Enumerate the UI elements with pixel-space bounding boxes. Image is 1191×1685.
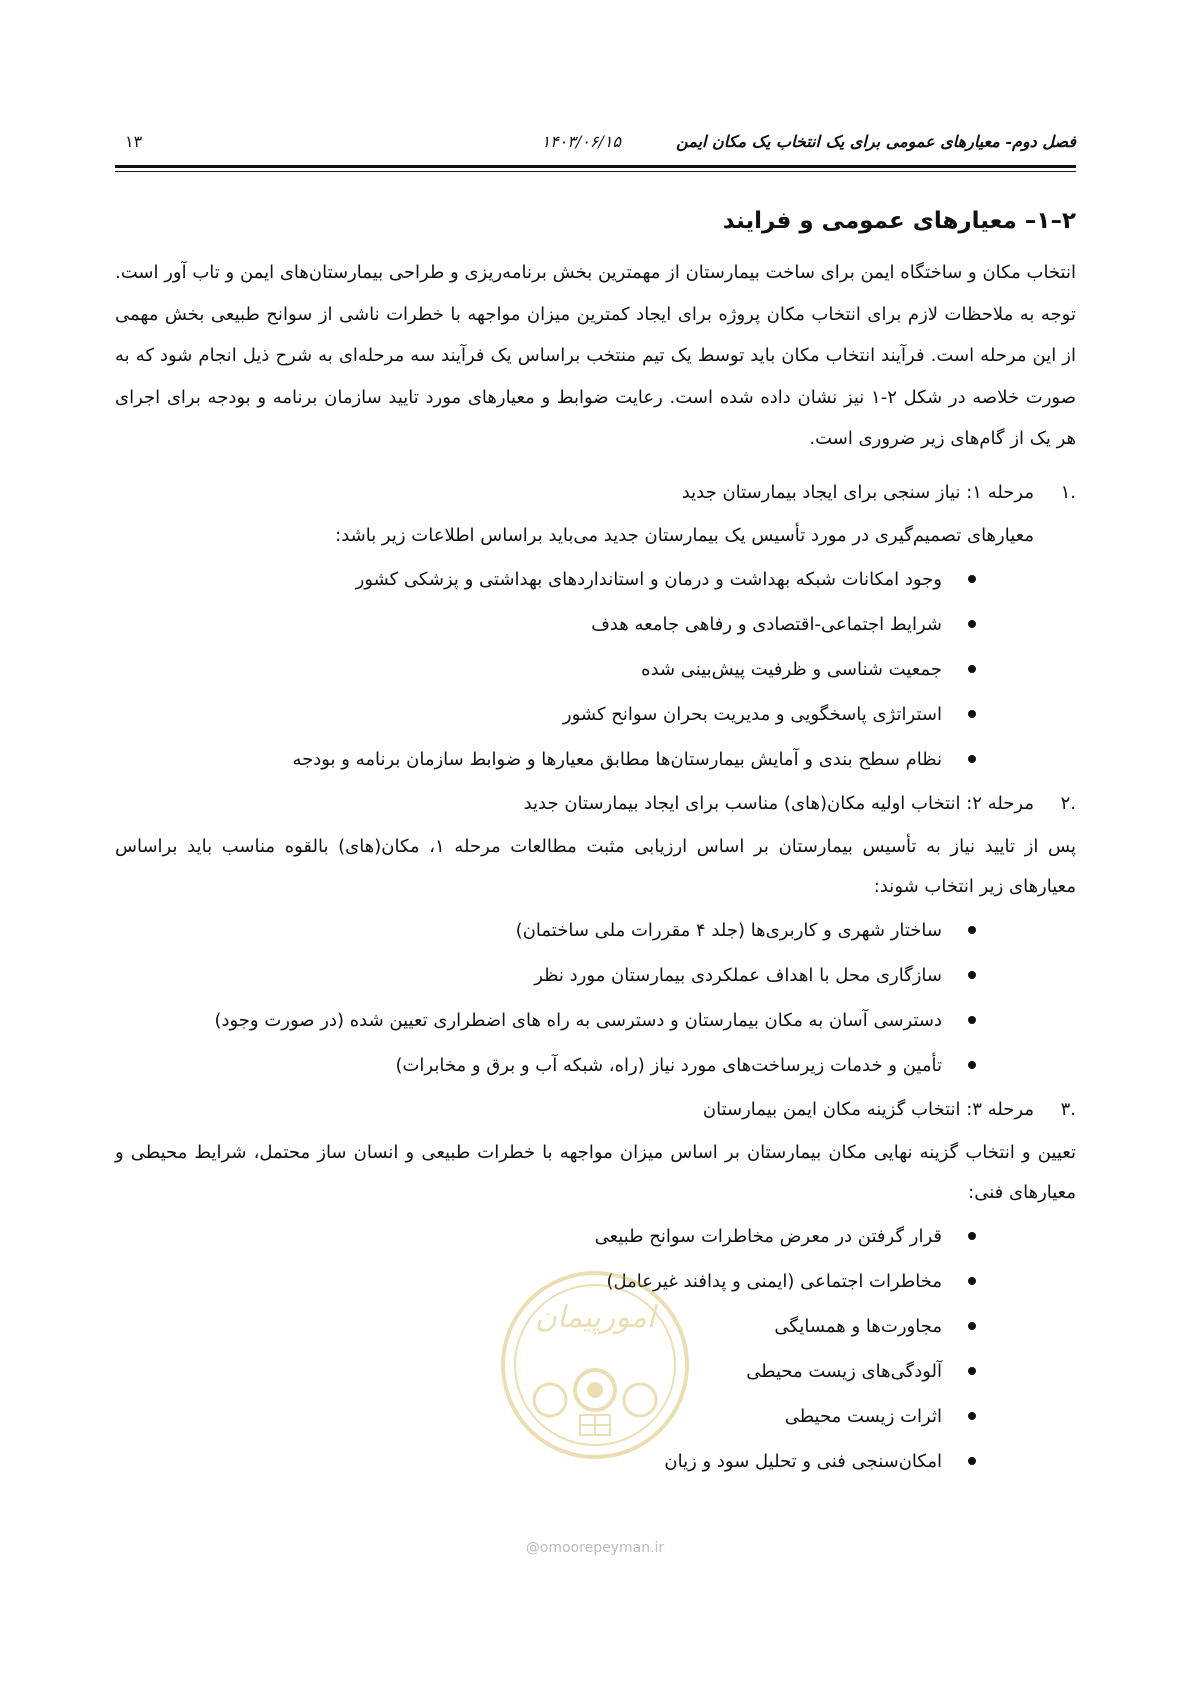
list-item-text: آلودگی‌های زیست محیطی <box>746 1360 942 1382</box>
step-number: .۲ <box>1060 792 1076 814</box>
bullet-icon <box>968 1016 976 1024</box>
watermark-text: امورپیمان <box>534 1300 656 1335</box>
bullet-icon <box>968 1232 976 1240</box>
list-item-text: وجود امکانات شبکه بهداشت و درمان و استانداردهای بهداشتی و پزشکی کشور <box>355 568 942 590</box>
bullet-icon <box>968 620 976 628</box>
list-item-text: نظام سطح بندی و آمایش بیمارستان‌ها مطابق معیارها و ضوابط سازمان برنامه و بودجه <box>292 748 942 770</box>
step-3-heading <box>115 1093 1076 1127</box>
header-rule-thin <box>115 171 1076 172</box>
page-number: ۱۳ <box>125 132 143 151</box>
list-item-text: مخاطرات اجتماعی (ایمنی و پدافند غیرعامل) <box>606 1270 942 1292</box>
step-number: .۳ <box>1060 1098 1076 1120</box>
list-item <box>115 607 976 642</box>
step-number: .۱ <box>1060 481 1076 503</box>
watermark-logo-icon <box>495 1265 695 1465</box>
list-item-text: جمعیت شناسی و ظرفیت پیش‌بینی شده <box>641 658 942 680</box>
step-2-description: پس از تایید نیاز به تأسیس بیمارستان بر اساس ارزیابی مثبت مطالعات مرحله ۱، مکان(های) بالقوه مناسب باید براساس معیارهای زیر انتخاب شوند: <box>115 835 1076 897</box>
list-item <box>115 742 976 777</box>
bullet-icon <box>968 1412 976 1420</box>
step-title: مرحله ۲: انتخاب اولیه مکان(های) مناسب برای ایجاد بیمارستان جدید <box>523 792 1034 814</box>
list-item-text: استراتژی پاسخگویی و مدیریت بحران سوانح کشور <box>562 703 942 725</box>
list-item-text: تأمین و خدمات زیرساخت‌های مورد نیاز (راه، شبکه آب و برق و مخابرات) <box>395 1054 942 1076</box>
step-1-heading <box>115 476 1076 510</box>
list-item-text: دسترسی آسان به مکان بیمارستان و دسترسی به راه های اضطراری تعیین شده (در صورت وجود) <box>214 1009 942 1031</box>
bullet-icon <box>968 755 976 763</box>
list-item <box>115 1003 976 1038</box>
header-date: ۱۴۰۳/۰۶/۱۵ <box>541 132 621 151</box>
bullet-icon <box>968 575 976 583</box>
step-title: مرحله ۳: انتخاب گزینه مکان ایمن بیمارستان <box>702 1098 1034 1120</box>
bullet-icon <box>968 1277 976 1285</box>
list-item-text: مجاورت‌ها و همسایگی <box>774 1315 942 1337</box>
list-item <box>115 562 976 597</box>
page-header <box>115 132 1076 158</box>
watermark-url: @omoorepeyman.ir <box>525 1540 665 1556</box>
list-item <box>115 913 976 948</box>
header-rule-thick <box>115 165 1076 168</box>
list-item <box>115 958 976 993</box>
list-item <box>115 697 976 732</box>
step-2-criteria-list <box>115 913 1076 1083</box>
step-3-description: تعیین و انتخاب گزینه نهایی مکان بیمارستان بر اساس میزان مواجهه با خطرات طبیعی و انسان ساز محتمل، شرایط محیطی و معیارهای فنی: <box>115 1141 1076 1203</box>
step-title: مرحله ۱: نیاز سنجی برای ایجاد بیمارستان جدید <box>681 481 1034 503</box>
list-item-text: قرار گرفتن در معرض مخاطرات سوانح طبیعی <box>594 1225 942 1247</box>
list-item-text: امکان‌سنجی فنی و تحلیل سود و زیان <box>664 1450 942 1472</box>
step-1-criteria-list <box>115 562 1076 777</box>
list-item <box>115 652 976 687</box>
step-1-description: معیارهای تصمیم‌گیری در مورد تأسیس یک بیمارستان جدید می‌باید براساس اطلاعات زیر باشد: <box>335 524 1034 546</box>
list-item <box>115 1219 976 1254</box>
list-item-text: سازگاری محل با اهداف عملکردی بیمارستان مورد نظر <box>534 964 942 986</box>
bullet-icon <box>968 1367 976 1375</box>
bullet-icon <box>968 710 976 718</box>
list-item-text: شرایط اجتماعی-اقتصادی و رفاهی جامعه هدف <box>591 613 942 635</box>
bullet-icon <box>968 1457 976 1465</box>
list-item-text: ساختار شهری و کاربری‌ها (جلد ۴ مقررات ملی ساختمان) <box>515 919 942 941</box>
bullet-icon <box>968 971 976 979</box>
bullet-icon <box>968 1322 976 1330</box>
intro-paragraph: انتخاب مکان و ساختگاه ایمن برای ساخت بیمارستان از مهمترین بخش برنامه‌ریزی و طراحی بیمارستان‌های ایمن و تاب آور است. توجه به ملاحظات لازم برای انتخاب مکان پروژه برای ایجاد کمترین میزان مواجهه با خطرات ناشی از سوانح طبیعی بخش مهمی از این مرحله است. فرآیند انتخاب مکان باید توسط یک تیم منتخب براساس یک فرآیند سه مرحله‌ای به شرح ذیل انجام شود که به صورت خلاصه در شکل ۲-۱ نیز نشان داده شده است. رعایت ضوابط و معیارهای مورد تایید سازمان برنامه و بودجه برای اجرای هر یک از گام‌های زیر ضروری است. <box>115 262 1076 449</box>
chapter-title: فصل دوم- معیارهای عمومی برای یک انتخاب یک مکان ایمن <box>676 132 1076 151</box>
bullet-icon <box>968 665 976 673</box>
bullet-icon <box>968 1061 976 1069</box>
bullet-icon <box>968 926 976 934</box>
section-title: ۲–۱– معیارهای عمومی و فرایند <box>722 208 1076 234</box>
list-item <box>115 1048 976 1083</box>
list-item-text: اثرات زیست محیطی <box>784 1405 942 1427</box>
step-2-heading <box>115 787 1076 821</box>
